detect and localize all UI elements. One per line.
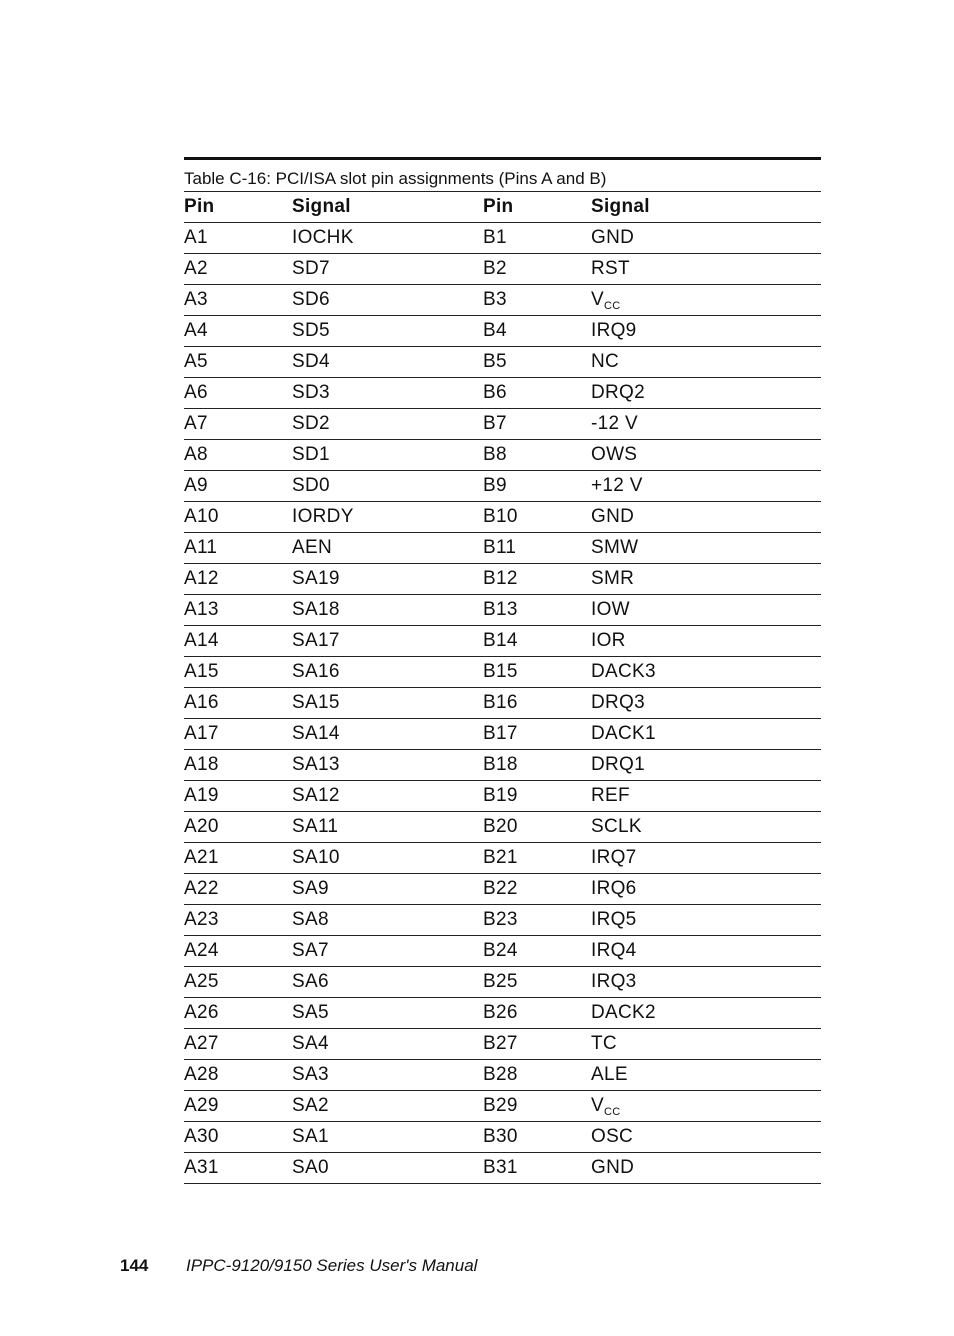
cell-pin-b: B22	[483, 874, 591, 905]
table-row	[184, 812, 821, 843]
table-row	[184, 750, 821, 781]
cell-pin-b: B28	[483, 1060, 591, 1091]
cell-pin-a: A11	[184, 533, 292, 564]
table-row	[184, 843, 821, 874]
cell-signal-a: SA11	[292, 812, 483, 843]
cell-signal-a: SD4	[292, 347, 483, 378]
cell-pin-b: B9	[483, 471, 591, 502]
cell-pin-a: A4	[184, 316, 292, 347]
cell-signal-b: TC	[591, 1029, 821, 1060]
cell-pin-b: B7	[483, 409, 591, 440]
cell-signal-b: SMW	[591, 533, 821, 564]
header-pin-b: Pin	[483, 192, 591, 223]
cell-signal-a: SA2	[292, 1091, 483, 1122]
table-row	[184, 533, 821, 564]
cell-pin-a: A31	[184, 1153, 292, 1184]
table-row	[184, 347, 821, 378]
cell-signal-a: SA16	[292, 657, 483, 688]
cell-signal-b: ALE	[591, 1060, 821, 1091]
cell-pin-a: A23	[184, 905, 292, 936]
cell-pin-a: A1	[184, 223, 292, 254]
table-row	[184, 1029, 821, 1060]
cell-signal-a: SD7	[292, 254, 483, 285]
header-signal-b: Signal	[591, 192, 821, 223]
cell-pin-a: A8	[184, 440, 292, 471]
cell-pin-a: A22	[184, 874, 292, 905]
cell-signal-b: SMR	[591, 564, 821, 595]
table-row	[184, 471, 821, 502]
cell-signal-b: DACK1	[591, 719, 821, 750]
cell-signal-a: SA19	[292, 564, 483, 595]
cell-signal-a: SD0	[292, 471, 483, 502]
table-row	[184, 657, 821, 688]
cell-signal-b: IRQ7	[591, 843, 821, 874]
cell-pin-a: A27	[184, 1029, 292, 1060]
cell-signal-b: RST	[591, 254, 821, 285]
cell-pin-b: B19	[483, 781, 591, 812]
cell-pin-a: A16	[184, 688, 292, 719]
table-row	[184, 440, 821, 471]
cell-signal-a: SA7	[292, 936, 483, 967]
cell-signal-a: AEN	[292, 533, 483, 564]
cell-signal-b: GND	[591, 502, 821, 533]
cell-pin-a: A7	[184, 409, 292, 440]
cell-pin-a: A5	[184, 347, 292, 378]
cell-pin-a: A10	[184, 502, 292, 533]
table-row	[184, 223, 821, 254]
page-footer	[120, 1256, 477, 1276]
header-signal-a: Signal	[292, 192, 483, 223]
cell-pin-a: A19	[184, 781, 292, 812]
cell-signal-b: DRQ1	[591, 750, 821, 781]
cell-pin-b: B10	[483, 502, 591, 533]
cell-signal-a: SA18	[292, 595, 483, 626]
table-header-row	[184, 192, 821, 223]
cell-pin-b: B18	[483, 750, 591, 781]
cell-signal-a: SD1	[292, 440, 483, 471]
cell-pin-a: A13	[184, 595, 292, 626]
table-row	[184, 285, 821, 316]
cell-pin-b: B24	[483, 936, 591, 967]
cell-pin-b: B26	[483, 998, 591, 1029]
cell-signal-a: IOCHK	[292, 223, 483, 254]
cell-signal-b: SCLK	[591, 812, 821, 843]
cell-pin-a: A18	[184, 750, 292, 781]
header-pin-a: Pin	[184, 192, 292, 223]
table-row	[184, 316, 821, 347]
cell-pin-b: B14	[483, 626, 591, 657]
cell-signal-b: IRQ6	[591, 874, 821, 905]
cell-signal-b: IRQ4	[591, 936, 821, 967]
table-row	[184, 967, 821, 998]
cell-pin-a: A12	[184, 564, 292, 595]
table-row	[184, 378, 821, 409]
cell-pin-b: B30	[483, 1122, 591, 1153]
cell-signal-a: SA4	[292, 1029, 483, 1060]
cell-pin-b: B27	[483, 1029, 591, 1060]
cell-signal-b: OSC	[591, 1122, 821, 1153]
cell-signal-a: SA1	[292, 1122, 483, 1153]
table-row	[184, 409, 821, 440]
table-row	[184, 719, 821, 750]
cell-pin-b: B20	[483, 812, 591, 843]
cell-pin-a: A26	[184, 998, 292, 1029]
table-row	[184, 905, 821, 936]
cell-signal-a: SA14	[292, 719, 483, 750]
cell-pin-b: B25	[483, 967, 591, 998]
cell-pin-a: A15	[184, 657, 292, 688]
cell-pin-b: B6	[483, 378, 591, 409]
cell-signal-a: SA10	[292, 843, 483, 874]
cell-signal-a: SA0	[292, 1153, 483, 1184]
table-row	[184, 688, 821, 719]
table-row	[184, 1091, 821, 1122]
cell-signal-a: SA3	[292, 1060, 483, 1091]
cell-pin-a: A20	[184, 812, 292, 843]
page-number: 144	[120, 1256, 149, 1275]
cell-pin-a: A30	[184, 1122, 292, 1153]
cell-signal-b: $V_{CC}$	[591, 285, 821, 316]
cell-signal-b: IRQ3	[591, 967, 821, 998]
cell-signal-a: SD3	[292, 378, 483, 409]
cell-pin-a: A24	[184, 936, 292, 967]
cell-signal-a: IORDY	[292, 502, 483, 533]
cell-pin-a: A6	[184, 378, 292, 409]
cell-pin-b: B8	[483, 440, 591, 471]
cell-signal-a: SA17	[292, 626, 483, 657]
table-row	[184, 595, 821, 626]
cell-signal-a: SA6	[292, 967, 483, 998]
cell-signal-a: SA8	[292, 905, 483, 936]
table-row	[184, 1153, 821, 1184]
pin-assignment-table-container	[184, 157, 821, 1184]
table-row	[184, 564, 821, 595]
cell-signal-b: DRQ3	[591, 688, 821, 719]
cell-signal-b: IOW	[591, 595, 821, 626]
cell-pin-b: B12	[483, 564, 591, 595]
cell-signal-b: IOR	[591, 626, 821, 657]
table-row	[184, 254, 821, 285]
cell-pin-a: A25	[184, 967, 292, 998]
cell-pin-b: B23	[483, 905, 591, 936]
cell-pin-a: A17	[184, 719, 292, 750]
cell-signal-b: NC	[591, 347, 821, 378]
cell-signal-a: SA12	[292, 781, 483, 812]
cell-signal-b: $V_{CC}$	[591, 1091, 821, 1122]
table-row	[184, 626, 821, 657]
cell-signal-b: +12 V	[591, 471, 821, 502]
table-caption: Table C-16: PCI/ISA slot pin assignments (Pins A and B)	[184, 160, 821, 192]
cell-signal-a: SA9	[292, 874, 483, 905]
table-row	[184, 1060, 821, 1091]
cell-pin-a: A9	[184, 471, 292, 502]
cell-signal-b: GND	[591, 223, 821, 254]
cell-signal-b: DACK3	[591, 657, 821, 688]
manual-title: IPPC-9120/9150 Series User's Manual	[186, 1256, 478, 1275]
cell-pin-b: B2	[483, 254, 591, 285]
table-row	[184, 781, 821, 812]
cell-pin-b: B13	[483, 595, 591, 626]
cell-pin-a: A28	[184, 1060, 292, 1091]
cell-pin-b: B15	[483, 657, 591, 688]
pin-assignment-table	[184, 192, 821, 1184]
cell-signal-b: DACK2	[591, 998, 821, 1029]
cell-pin-b: B31	[483, 1153, 591, 1184]
subscript: CC	[603, 1106, 621, 1118]
cell-signal-a: SD2	[292, 409, 483, 440]
cell-pin-b: B17	[483, 719, 591, 750]
cell-signal-a: SD6	[292, 285, 483, 316]
cell-pin-b: B11	[483, 533, 591, 564]
table-body	[184, 223, 821, 1184]
table-row	[184, 1122, 821, 1153]
cell-signal-a: SA5	[292, 998, 483, 1029]
cell-signal-b: OWS	[591, 440, 821, 471]
cell-signal-b: IRQ5	[591, 905, 821, 936]
cell-pin-a: A29	[184, 1091, 292, 1122]
cell-signal-a: SA15	[292, 688, 483, 719]
cell-pin-a: A14	[184, 626, 292, 657]
subscript: CC	[603, 300, 621, 312]
cell-pin-b: B3	[483, 285, 591, 316]
cell-pin-a: A21	[184, 843, 292, 874]
cell-signal-b: DRQ2	[591, 378, 821, 409]
cell-signal-b: -12 V	[591, 409, 821, 440]
cell-signal-b: GND	[591, 1153, 821, 1184]
cell-pin-b: B5	[483, 347, 591, 378]
cell-pin-b: B29	[483, 1091, 591, 1122]
table-row	[184, 936, 821, 967]
cell-pin-b: B4	[483, 316, 591, 347]
cell-signal-a: SA13	[292, 750, 483, 781]
cell-pin-a: A3	[184, 285, 292, 316]
cell-pin-a: A2	[184, 254, 292, 285]
table-row	[184, 874, 821, 905]
cell-signal-a: SD5	[292, 316, 483, 347]
cell-signal-b: IRQ9	[591, 316, 821, 347]
table-row	[184, 502, 821, 533]
cell-pin-b: B1	[483, 223, 591, 254]
cell-signal-b: REF	[591, 781, 821, 812]
cell-pin-b: B21	[483, 843, 591, 874]
table-row	[184, 998, 821, 1029]
cell-pin-b: B16	[483, 688, 591, 719]
